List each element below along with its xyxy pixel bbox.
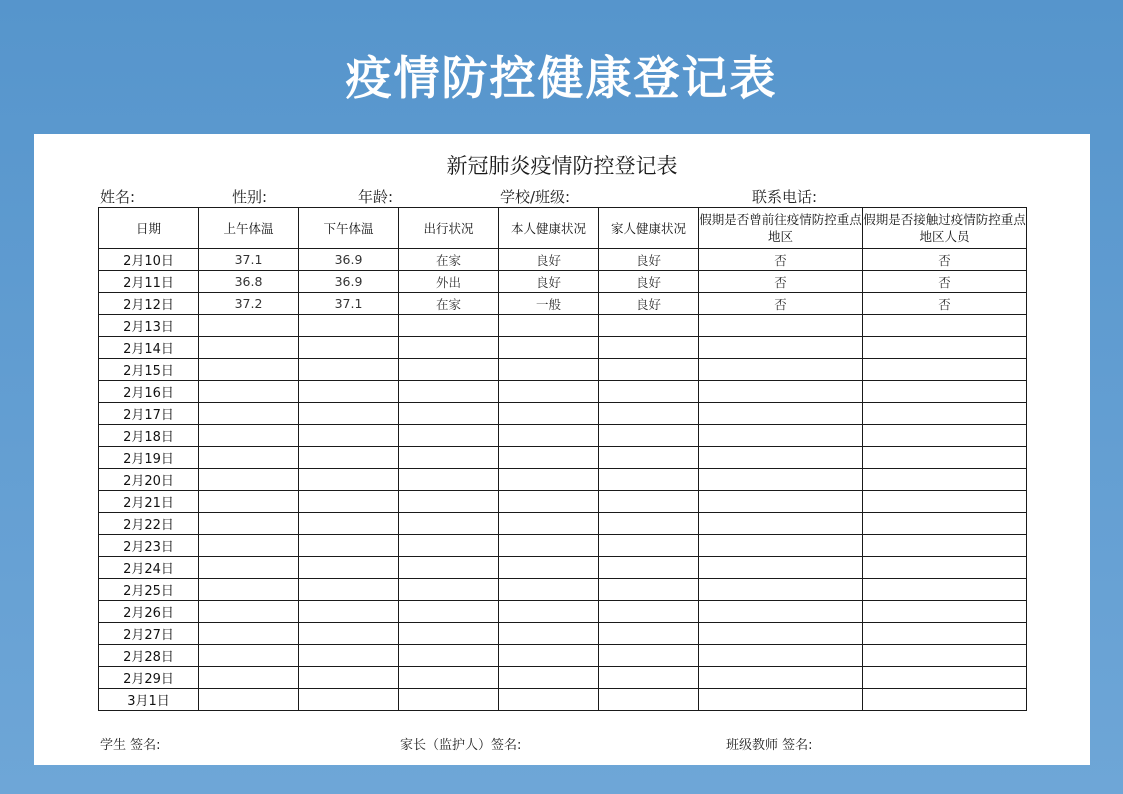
table-cell: 否 bbox=[863, 271, 1027, 293]
table-cell bbox=[599, 689, 699, 711]
table-cell bbox=[399, 513, 499, 535]
date-cell: 2月25日 bbox=[99, 579, 199, 601]
table-cell bbox=[699, 425, 863, 447]
table-cell bbox=[863, 469, 1027, 491]
table-cell: 37.1 bbox=[299, 293, 399, 315]
table-cell: 否 bbox=[699, 293, 863, 315]
table-row bbox=[99, 271, 1027, 293]
table-cell bbox=[499, 623, 599, 645]
table-cell bbox=[299, 403, 399, 425]
table-cell bbox=[699, 601, 863, 623]
table-cell: 在家 bbox=[399, 249, 499, 271]
table-cell bbox=[699, 535, 863, 557]
column-header: 下午体温 bbox=[299, 208, 399, 249]
table-cell bbox=[863, 359, 1027, 381]
table-cell bbox=[299, 513, 399, 535]
table-cell bbox=[863, 447, 1027, 469]
table-cell bbox=[699, 689, 863, 711]
table-row bbox=[99, 359, 1027, 381]
table-cell bbox=[599, 447, 699, 469]
table-cell bbox=[199, 359, 299, 381]
table-cell bbox=[199, 513, 299, 535]
table-cell: 外出 bbox=[399, 271, 499, 293]
signature-row bbox=[34, 734, 1090, 752]
date-cell: 3月1日 bbox=[99, 689, 199, 711]
date-cell: 2月17日 bbox=[99, 403, 199, 425]
table-cell bbox=[299, 645, 399, 667]
table-cell bbox=[399, 579, 499, 601]
table-cell bbox=[299, 535, 399, 557]
guardian-signature-label: 家长（监护人）签名: bbox=[400, 738, 522, 753]
table-cell bbox=[399, 381, 499, 403]
table-body bbox=[99, 249, 1027, 711]
table-cell bbox=[399, 601, 499, 623]
table-row bbox=[99, 513, 1027, 535]
student-signature-label: 学生 签名: bbox=[100, 738, 161, 753]
table-cell bbox=[199, 315, 299, 337]
date-cell: 2月29日 bbox=[99, 667, 199, 689]
date-cell: 2月16日 bbox=[99, 381, 199, 403]
table-cell: 37.2 bbox=[199, 293, 299, 315]
date-cell: 2月27日 bbox=[99, 623, 199, 645]
table-cell bbox=[299, 447, 399, 469]
table-row bbox=[99, 403, 1027, 425]
table-cell bbox=[699, 403, 863, 425]
school-class-field-label: 学校/班级: bbox=[500, 188, 571, 206]
table-cell bbox=[399, 469, 499, 491]
table-cell bbox=[399, 491, 499, 513]
table-cell bbox=[299, 315, 399, 337]
table-cell bbox=[399, 667, 499, 689]
date-cell: 2月22日 bbox=[99, 513, 199, 535]
table-cell bbox=[863, 381, 1027, 403]
table-cell bbox=[399, 425, 499, 447]
table-cell bbox=[863, 667, 1027, 689]
date-cell: 2月18日 bbox=[99, 425, 199, 447]
teacher-signature-label: 班级教师 签名: bbox=[726, 738, 813, 753]
age-field-label: 年龄: bbox=[358, 188, 394, 206]
table-cell bbox=[399, 337, 499, 359]
table-cell bbox=[299, 491, 399, 513]
table-cell bbox=[863, 425, 1027, 447]
table-row bbox=[99, 381, 1027, 403]
table-cell bbox=[199, 579, 299, 601]
table-row bbox=[99, 315, 1027, 337]
table-cell bbox=[299, 381, 399, 403]
table-row bbox=[99, 623, 1027, 645]
table-cell bbox=[599, 601, 699, 623]
table-cell bbox=[499, 315, 599, 337]
table-row bbox=[99, 249, 1027, 271]
table-cell bbox=[499, 359, 599, 381]
banner-title: 疫情防控健康登记表 bbox=[345, 51, 778, 105]
table-cell: 36.8 bbox=[199, 271, 299, 293]
table-cell bbox=[199, 447, 299, 469]
date-cell: 2月20日 bbox=[99, 469, 199, 491]
table-cell bbox=[699, 513, 863, 535]
table-cell bbox=[199, 491, 299, 513]
table-row bbox=[99, 535, 1027, 557]
table-cell bbox=[863, 645, 1027, 667]
table-cell bbox=[863, 337, 1027, 359]
table-row bbox=[99, 667, 1027, 689]
table-cell bbox=[499, 601, 599, 623]
table-row bbox=[99, 425, 1027, 447]
table-cell bbox=[599, 579, 699, 601]
table-cell bbox=[399, 403, 499, 425]
table-cell bbox=[299, 469, 399, 491]
table-cell: 一般 bbox=[499, 293, 599, 315]
date-cell: 2月21日 bbox=[99, 491, 199, 513]
table-cell: 否 bbox=[699, 249, 863, 271]
table-cell: 否 bbox=[699, 271, 863, 293]
table-cell bbox=[199, 337, 299, 359]
table-row bbox=[99, 557, 1027, 579]
table-cell bbox=[399, 689, 499, 711]
date-cell: 2月12日 bbox=[99, 293, 199, 315]
table-cell bbox=[699, 381, 863, 403]
table-cell bbox=[699, 469, 863, 491]
table-row bbox=[99, 293, 1027, 315]
table-cell bbox=[299, 359, 399, 381]
date-cell: 2月13日 bbox=[99, 315, 199, 337]
table-cell bbox=[863, 689, 1027, 711]
table-cell bbox=[599, 425, 699, 447]
table-cell bbox=[863, 579, 1027, 601]
table-cell bbox=[863, 601, 1027, 623]
table-cell bbox=[599, 645, 699, 667]
table-cell bbox=[199, 403, 299, 425]
table-cell: 良好 bbox=[499, 271, 599, 293]
column-header: 上午体温 bbox=[199, 208, 299, 249]
table-cell bbox=[599, 337, 699, 359]
table-cell: 否 bbox=[863, 293, 1027, 315]
table-cell bbox=[699, 491, 863, 513]
phone-field-label: 联系电话: bbox=[752, 188, 818, 206]
table-cell bbox=[699, 667, 863, 689]
table-cell: 37.1 bbox=[199, 249, 299, 271]
table-row bbox=[99, 469, 1027, 491]
table-cell bbox=[699, 645, 863, 667]
table-cell bbox=[299, 337, 399, 359]
table-row bbox=[99, 689, 1027, 711]
column-header: 假期是否接触过疫情防控重点地区人员 bbox=[863, 208, 1027, 249]
table-cell bbox=[199, 557, 299, 579]
table-cell bbox=[499, 469, 599, 491]
table-cell bbox=[199, 469, 299, 491]
table-cell: 在家 bbox=[399, 293, 499, 315]
table-cell bbox=[199, 425, 299, 447]
table-cell: 良好 bbox=[599, 271, 699, 293]
sheet-title: 新冠肺炎疫情防控登记表 bbox=[446, 154, 678, 178]
table-row bbox=[99, 447, 1027, 469]
table-cell bbox=[863, 403, 1027, 425]
table-header-row bbox=[99, 208, 1027, 249]
table-cell bbox=[499, 513, 599, 535]
table-cell bbox=[499, 491, 599, 513]
registration-table bbox=[98, 207, 1027, 711]
table-cell bbox=[699, 337, 863, 359]
table-cell bbox=[199, 535, 299, 557]
table-cell bbox=[599, 491, 699, 513]
table-cell bbox=[299, 667, 399, 689]
table-cell bbox=[299, 623, 399, 645]
table-cell bbox=[599, 557, 699, 579]
table-cell bbox=[499, 557, 599, 579]
table-cell bbox=[699, 359, 863, 381]
table-cell: 36.9 bbox=[299, 271, 399, 293]
table-cell bbox=[399, 645, 499, 667]
table-cell bbox=[399, 623, 499, 645]
table-cell bbox=[499, 535, 599, 557]
table-cell bbox=[499, 667, 599, 689]
table-cell bbox=[863, 535, 1027, 557]
table-cell bbox=[399, 359, 499, 381]
gender-field-label: 性别: bbox=[232, 188, 268, 206]
table-cell: 良好 bbox=[499, 249, 599, 271]
table-cell bbox=[863, 557, 1027, 579]
date-cell: 2月28日 bbox=[99, 645, 199, 667]
table-row bbox=[99, 579, 1027, 601]
table-cell bbox=[699, 557, 863, 579]
column-header: 家人健康状况 bbox=[599, 208, 699, 249]
table-cell bbox=[499, 645, 599, 667]
table-cell bbox=[199, 601, 299, 623]
table-cell bbox=[199, 623, 299, 645]
table-cell bbox=[863, 623, 1027, 645]
table-cell: 36.9 bbox=[299, 249, 399, 271]
table-cell bbox=[499, 689, 599, 711]
table-cell bbox=[299, 601, 399, 623]
table-cell bbox=[699, 447, 863, 469]
column-header: 出行状况 bbox=[399, 208, 499, 249]
table-cell: 否 bbox=[863, 249, 1027, 271]
table-cell bbox=[863, 315, 1027, 337]
name-field-label: 姓名: bbox=[100, 188, 136, 206]
column-header: 本人健康状况 bbox=[499, 208, 599, 249]
table-cell bbox=[863, 513, 1027, 535]
table-cell bbox=[499, 403, 599, 425]
table-cell bbox=[199, 689, 299, 711]
table-cell bbox=[599, 315, 699, 337]
table-cell bbox=[299, 579, 399, 601]
table-cell bbox=[399, 557, 499, 579]
table-row bbox=[99, 491, 1027, 513]
table-cell bbox=[399, 315, 499, 337]
column-header: 假期是否曾前往疫情防控重点地区 bbox=[699, 208, 863, 249]
table-cell bbox=[699, 623, 863, 645]
table-cell bbox=[199, 667, 299, 689]
table-cell: 良好 bbox=[599, 293, 699, 315]
table-cell bbox=[399, 447, 499, 469]
table-cell bbox=[499, 381, 599, 403]
table-cell bbox=[299, 425, 399, 447]
table-cell bbox=[599, 359, 699, 381]
date-cell: 2月19日 bbox=[99, 447, 199, 469]
date-cell: 2月23日 bbox=[99, 535, 199, 557]
table-cell bbox=[699, 579, 863, 601]
table-cell bbox=[199, 381, 299, 403]
table-cell: 良好 bbox=[599, 249, 699, 271]
table-cell bbox=[699, 315, 863, 337]
date-cell: 2月24日 bbox=[99, 557, 199, 579]
date-cell: 2月14日 bbox=[99, 337, 199, 359]
date-cell: 2月15日 bbox=[99, 359, 199, 381]
table-cell bbox=[499, 337, 599, 359]
table-cell bbox=[299, 557, 399, 579]
table-cell bbox=[599, 381, 699, 403]
table-row bbox=[99, 337, 1027, 359]
table-cell bbox=[399, 535, 499, 557]
table-cell bbox=[863, 491, 1027, 513]
table-row bbox=[99, 645, 1027, 667]
table-cell bbox=[299, 689, 399, 711]
info-row bbox=[34, 186, 1090, 208]
table-cell bbox=[599, 535, 699, 557]
table-cell bbox=[599, 513, 699, 535]
table-cell bbox=[499, 425, 599, 447]
date-cell: 2月26日 bbox=[99, 601, 199, 623]
column-header: 日期 bbox=[99, 208, 199, 249]
table-cell bbox=[599, 403, 699, 425]
table-cell bbox=[499, 579, 599, 601]
table-cell bbox=[599, 623, 699, 645]
date-cell: 2月10日 bbox=[99, 249, 199, 271]
table-cell bbox=[599, 667, 699, 689]
date-cell: 2月11日 bbox=[99, 271, 199, 293]
table-cell bbox=[599, 469, 699, 491]
registration-sheet bbox=[34, 134, 1090, 765]
table-row bbox=[99, 601, 1027, 623]
table-cell bbox=[499, 447, 599, 469]
table-cell bbox=[199, 645, 299, 667]
